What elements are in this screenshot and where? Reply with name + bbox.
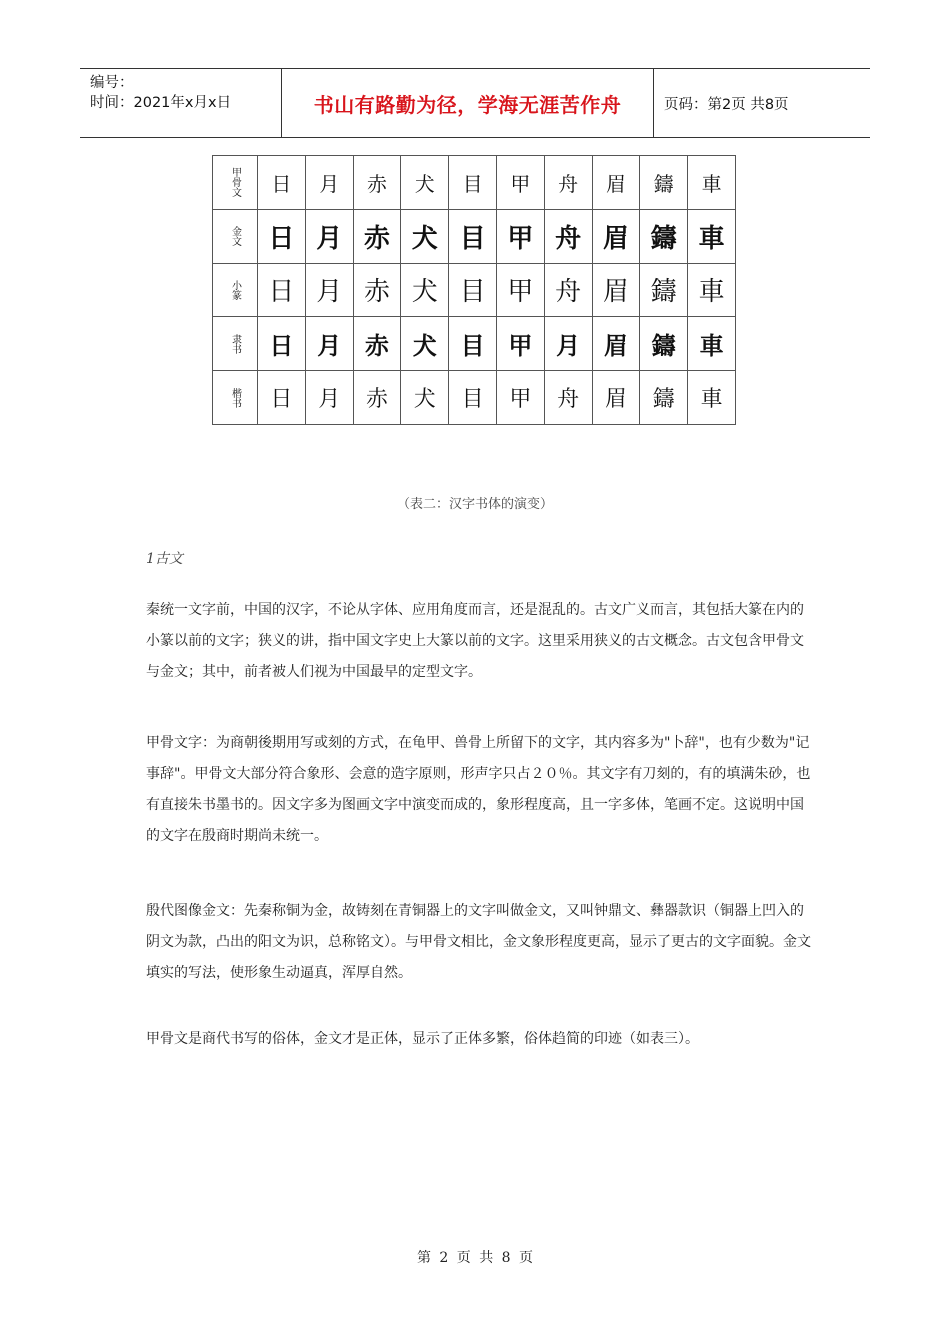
glyph-cell: 甲 <box>496 209 544 263</box>
section-title: 1古文 <box>146 551 183 567</box>
row-label: 金文 <box>213 209 258 263</box>
glyph-cell: 日 <box>258 371 306 425</box>
code-label: 编号： <box>90 75 134 91</box>
paragraph: 甲骨文是商代书写的俗体，金文才是正体，显示了正体多繁，俗体趋简的印迹（如表三）。 <box>146 1031 699 1047</box>
glyph-cell: 甲 <box>496 263 544 317</box>
glyph-cell: 鑄 <box>640 209 688 263</box>
motto: 书山有路勤为径，学海无涯苦作舟 <box>313 92 622 117</box>
glyph-cell: 犬 <box>401 209 449 263</box>
glyph-cell: 赤 <box>353 317 401 371</box>
script-evolution-table <box>212 155 736 425</box>
glyph-cell: 眉 <box>592 263 640 317</box>
glyph-cell: 眉 <box>592 156 640 210</box>
paragraph: 殷代图像金文：先秦称铜为金，故铸刻在青铜器上的文字叫做金文，又叫钟鼎文、彝器款识（铜器上凹入的阴文为款，凸出的阳文为识，总称铭文）。与甲骨文相比，金文象形程度更高，显示了更古的文字面貌。金文填实的写法，使形象生动逼真，浑厚自然。 <box>146 903 811 981</box>
page-info: 页码：第2页 共8页 <box>664 96 789 113</box>
time-label: 时间：2021年x月x日 <box>90 95 232 111</box>
glyph-cell: 眉 <box>592 209 640 263</box>
glyph-cell: 甲 <box>496 156 544 210</box>
glyph-cell: 犬 <box>401 371 449 425</box>
glyph-cell: 日 <box>258 263 306 317</box>
glyph-cell: 月 <box>544 317 592 371</box>
glyph-cell: 車 <box>688 156 736 210</box>
glyph-cell: 赤 <box>353 156 401 210</box>
table-row <box>213 156 736 210</box>
table-row <box>213 371 736 425</box>
paragraph: 甲骨文字：为商朝後期用写或刻的方式，在龟甲、兽骨上所留下的文字，其内容多为"卜辞"，也有少数为"记事辞"。甲骨文大部分符合象形、会意的造字原则，形声字只占２０％。其文字有刀刻的，有的填满朱砂，也有直接朱书墨书的。因文字多为图画文字中演变而成的，象形程度高，且一字多体，笔画不定。这说明中国的文字在殷商时期尚未统一。 <box>146 735 811 844</box>
header-motto-cell <box>281 69 654 137</box>
glyph-cell: 日 <box>258 317 306 371</box>
glyph-cell: 車 <box>688 263 736 317</box>
glyph-cell: 舟 <box>544 209 592 263</box>
page-footer: 第 2 页 共 8 页 <box>416 1250 534 1266</box>
glyph-cell: 甲 <box>496 317 544 371</box>
glyph-cell: 日 <box>258 209 306 263</box>
glyph-cell: 舟 <box>544 156 592 210</box>
glyph-cell: 月 <box>305 209 353 263</box>
glyph-cell: 日 <box>258 156 306 210</box>
glyph-cell: 犬 <box>401 263 449 317</box>
glyph-cell: 甲 <box>496 371 544 425</box>
glyph-cell: 車 <box>688 317 736 371</box>
glyph-cell: 目 <box>449 371 497 425</box>
glyph-cell: 目 <box>449 317 497 371</box>
glyph-cell: 眉 <box>592 317 640 371</box>
glyph-cell: 鑄 <box>640 156 688 210</box>
table-row <box>213 209 736 263</box>
glyph-cell: 犬 <box>401 317 449 371</box>
glyph-cell: 車 <box>688 371 736 425</box>
row-label: 小篆 <box>213 263 258 317</box>
glyph-cell: 目 <box>449 263 497 317</box>
glyph-cell: 赤 <box>353 209 401 263</box>
glyph-cell: 犬 <box>401 156 449 210</box>
glyph-cell: 月 <box>305 317 353 371</box>
glyph-cell: 鑄 <box>640 371 688 425</box>
glyph-cell: 月 <box>305 156 353 210</box>
row-label: 隶书 <box>213 317 258 371</box>
glyph-cell: 鑄 <box>640 263 688 317</box>
glyph-cell: 舟 <box>544 263 592 317</box>
glyph-cell: 赤 <box>353 263 401 317</box>
paragraph: 秦统一文字前，中国的汉字，不论从字体、应用角度而言，还是混乱的。古文广义而言，其包括大篆在内的小篆以前的文字；狭义的讲，指中国文字史上大篆以前的文字。这里采用狭义的古文概念。古文包含甲骨文与金文；其中，前者被人们视为中国最早的定型文字。 <box>146 602 804 680</box>
glyph-cell: 月 <box>305 263 353 317</box>
header-page-info <box>654 69 870 137</box>
glyph-cell: 舟 <box>544 371 592 425</box>
row-label: 甲骨文 <box>213 156 258 210</box>
glyph-cell: 鑄 <box>640 317 688 371</box>
row-label: 楷书 <box>213 371 258 425</box>
glyph-cell: 車 <box>688 209 736 263</box>
glyph-cell: 月 <box>305 371 353 425</box>
glyph-cell: 眉 <box>592 371 640 425</box>
header-meta <box>80 69 281 137</box>
page-header <box>80 68 870 138</box>
table-row <box>213 317 736 371</box>
table-row <box>213 263 736 317</box>
table-caption: （表二：汉字书体的演变） <box>396 497 553 512</box>
glyph-cell: 赤 <box>353 371 401 425</box>
glyph-cell: 目 <box>449 209 497 263</box>
glyph-cell: 目 <box>449 156 497 210</box>
